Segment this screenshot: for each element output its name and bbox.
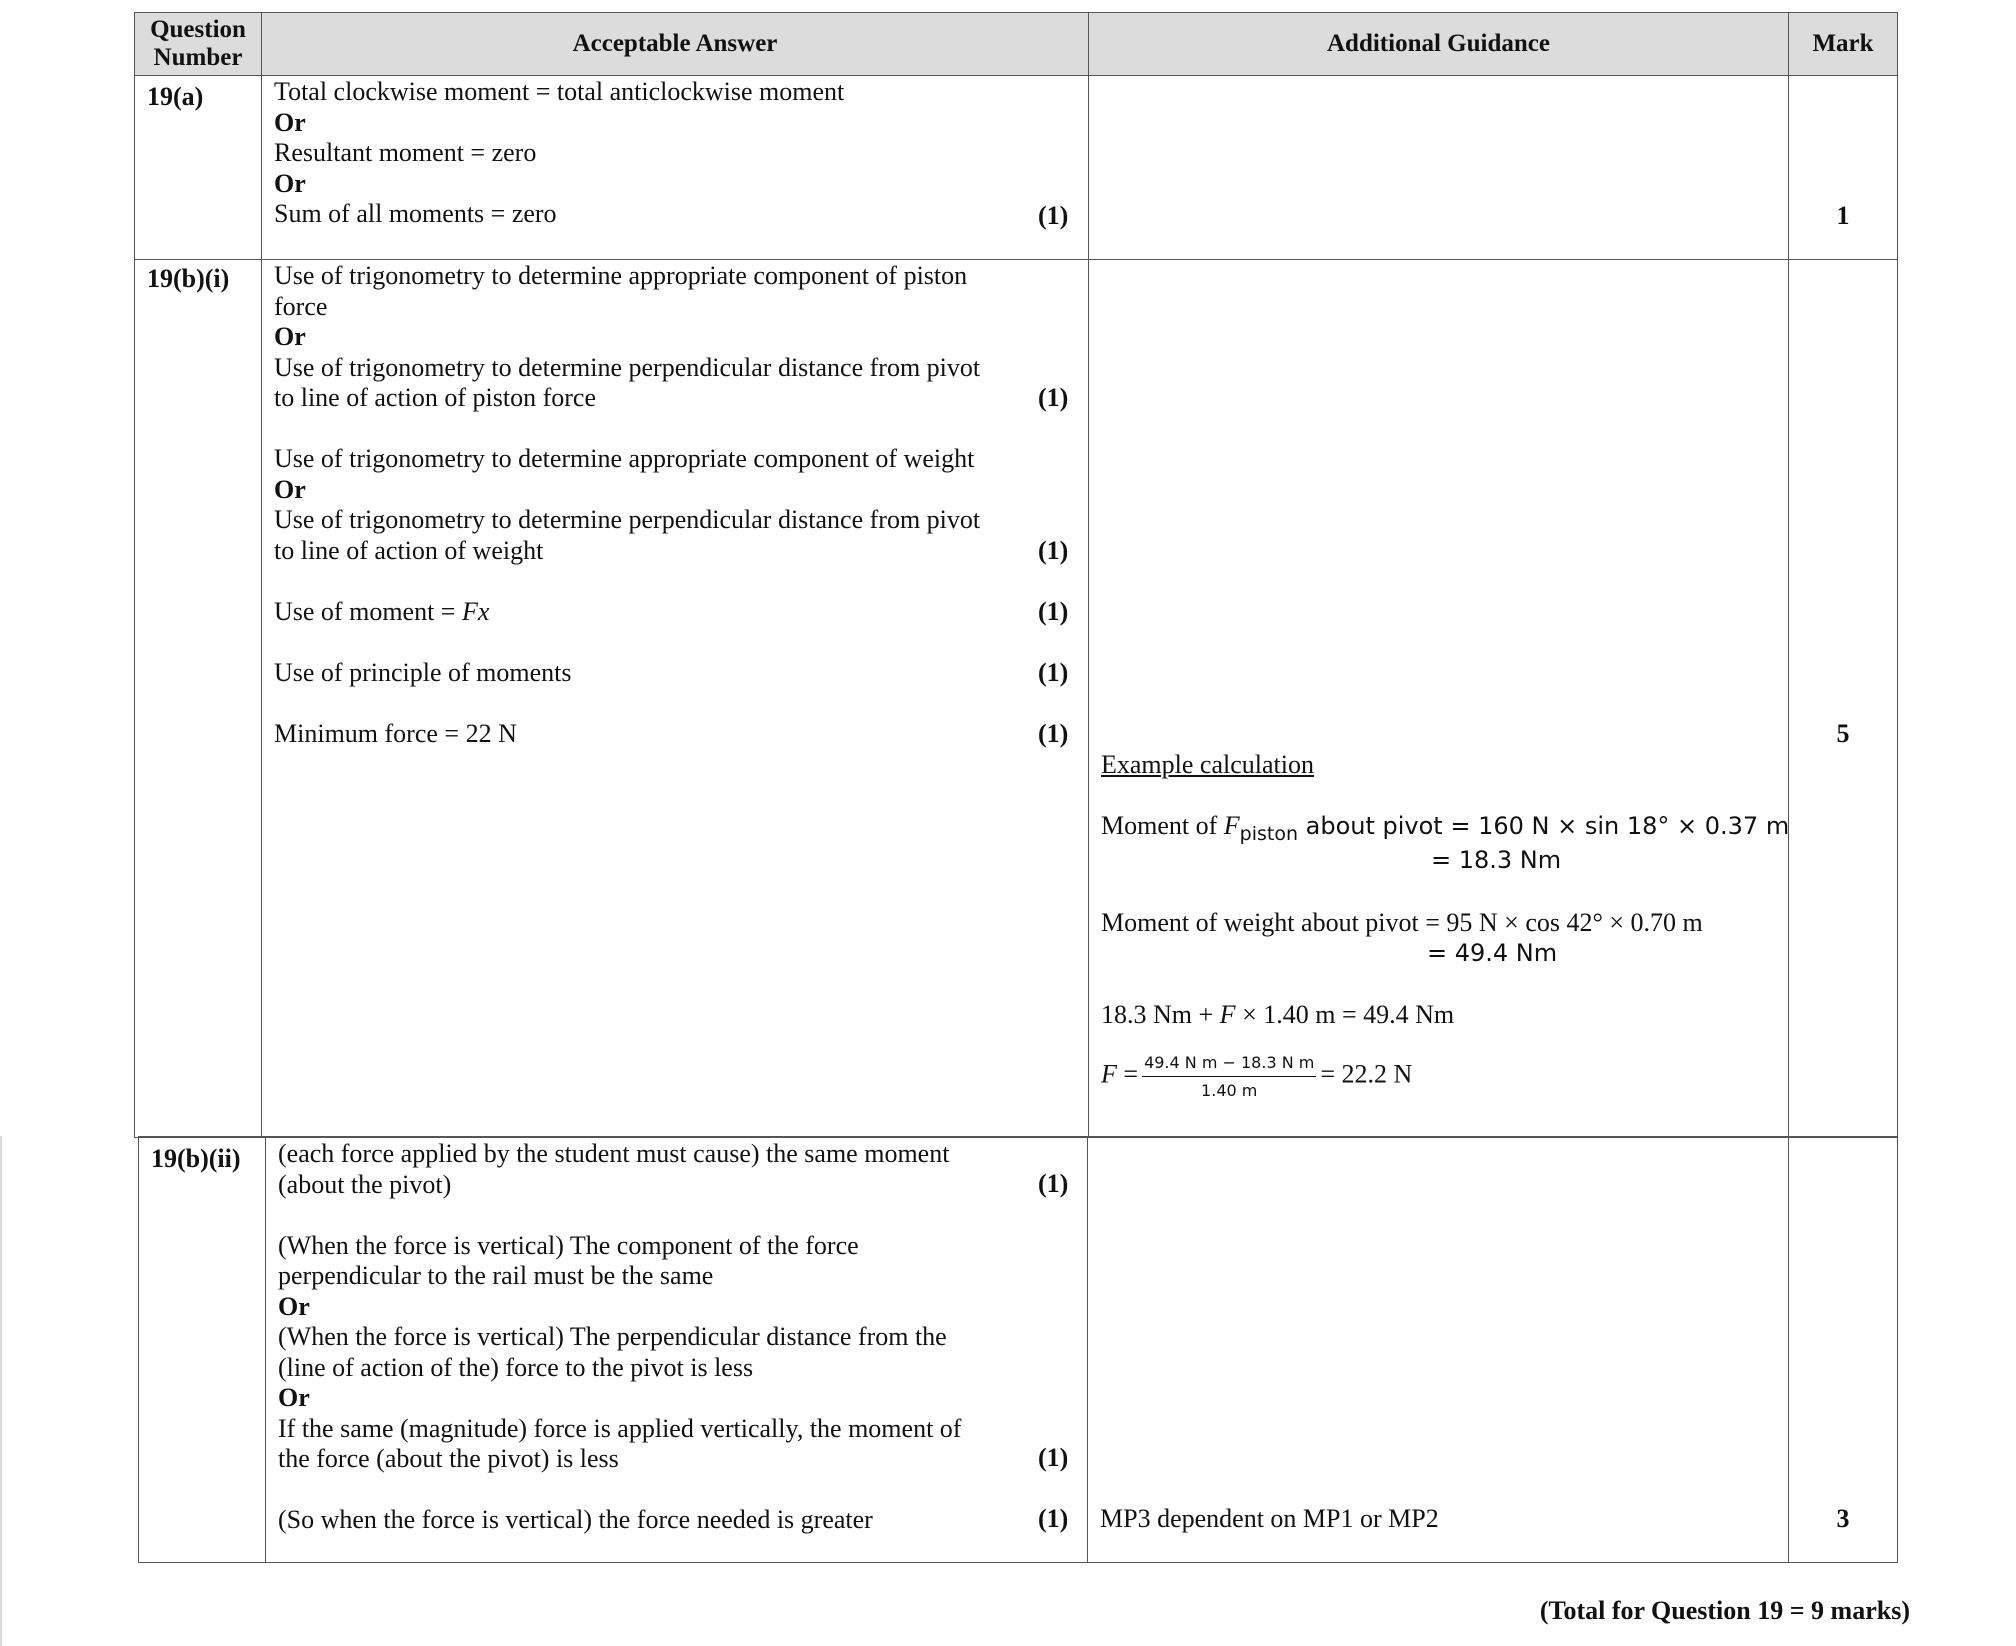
mark-point-marker: (1) bbox=[1038, 1169, 1069, 1198]
mark-point-marker: (1) bbox=[1038, 201, 1069, 230]
mark-scheme-table-2 bbox=[138, 1136, 1898, 1563]
guidance-formula bbox=[1101, 1053, 1412, 1100]
fraction-numerator: 49.4 N m − 18.3 N m bbox=[1142, 1053, 1316, 1077]
guidance-line bbox=[1101, 1000, 1454, 1030]
answer-line: the force (about the pivot) is less bbox=[278, 1444, 619, 1473]
fraction bbox=[1142, 1053, 1316, 1100]
answer-line: Use of trigonometry to determine perpendicular distance from pivot bbox=[274, 505, 981, 534]
mark-19bii bbox=[1789, 1137, 1898, 1563]
mark-scheme-table-1 bbox=[134, 12, 1898, 1138]
answer-line: to line of action of piston force bbox=[274, 383, 597, 412]
header-row bbox=[135, 13, 1898, 76]
mark-value: 3 bbox=[1836, 1504, 1850, 1533]
answer-line: perpendicular to the rail must be the same bbox=[278, 1261, 714, 1290]
mark-value: 1 bbox=[1836, 201, 1850, 230]
mark-19bi bbox=[1789, 260, 1898, 1138]
mark-point-marker: (1) bbox=[1038, 1443, 1069, 1472]
guidance-line bbox=[1101, 811, 1789, 845]
answer-line: (each force applied by the student must cause) the same moment bbox=[278, 1139, 950, 1168]
answer-line: If the same (magnitude) force is applied vertically, the moment of bbox=[278, 1413, 962, 1443]
header-additional-guidance: Additional Guidance bbox=[1089, 13, 1789, 76]
answer-line: (When the force is vertical) The component of the force bbox=[278, 1230, 859, 1260]
answer-line: (line of action of the) force to the pivot is less bbox=[278, 1352, 754, 1382]
or-label: Or bbox=[274, 322, 306, 351]
mark-point-marker: (1) bbox=[1038, 597, 1069, 626]
header-question-number: Question Number bbox=[135, 13, 262, 76]
answer-line: (When the force is vertical) The perpendicular distance from the bbox=[278, 1322, 947, 1351]
mark-point-marker: (1) bbox=[1038, 719, 1069, 748]
guidance-text: = bbox=[1116, 1059, 1139, 1089]
header-mark: Mark bbox=[1789, 13, 1898, 76]
question-number-19bii: 19(b)(ii) bbox=[139, 1137, 266, 1563]
answer-line bbox=[274, 597, 1034, 628]
answer-line: Resultant moment = zero bbox=[274, 138, 537, 167]
guidance-line: = 18.3 Nm bbox=[1431, 846, 1562, 874]
answer-line: Use of principle of moments bbox=[274, 657, 572, 687]
example-heading: Example calculation bbox=[1101, 750, 1314, 779]
formula-variable: F bbox=[1219, 1000, 1236, 1029]
row-19bii bbox=[139, 1137, 1898, 1563]
answer-text: Use of moment = bbox=[274, 596, 462, 626]
answer-line: Use of trigonometry to determine appropriate component of weight bbox=[274, 444, 975, 473]
answer-19a bbox=[262, 76, 1089, 260]
answer-line: Sum of all moments = zero bbox=[274, 199, 557, 228]
or-label: Or bbox=[278, 1383, 310, 1412]
header-acceptable-answer: Acceptable Answer bbox=[262, 13, 1089, 76]
mark-19a bbox=[1789, 76, 1898, 260]
question-number-19a: 19(a) bbox=[135, 76, 262, 260]
mark-point-marker: (1) bbox=[1038, 658, 1069, 687]
guidance-text: × 1.40 m = 49.4 Nm bbox=[1235, 1000, 1455, 1029]
guidance-line: = 49.4 Nm bbox=[1427, 939, 1558, 967]
answer-line: (about the pivot) bbox=[278, 1169, 452, 1199]
mark-value: 5 bbox=[1836, 719, 1850, 748]
mark-point-marker: (1) bbox=[1038, 1504, 1069, 1533]
or-label: Or bbox=[274, 168, 306, 198]
answer-line: Use of trigonometry to determine appropriate component of piston bbox=[274, 261, 968, 290]
row-19a bbox=[135, 76, 1898, 260]
total-marks: (Total for Question 19 = 9 marks) bbox=[1539, 1596, 1910, 1625]
guidance-19a bbox=[1089, 76, 1789, 260]
or-label: Or bbox=[278, 1291, 310, 1321]
mark-point-marker: (1) bbox=[1038, 536, 1069, 565]
answer-line: Use of trigonometry to determine perpendicular distance from pivot bbox=[274, 352, 981, 382]
guidance-text: about pivot = 160 N × sin 18° × 0.37 m bbox=[1298, 812, 1790, 840]
or-label: Or bbox=[274, 107, 306, 137]
formula-variable: Fx bbox=[461, 596, 490, 626]
answer-19bi bbox=[262, 260, 1089, 1138]
answer-line: to line of action of weight bbox=[274, 535, 544, 565]
guidance-text: = 22.2 N bbox=[1320, 1059, 1413, 1089]
mark-point-marker: (1) bbox=[1038, 383, 1069, 412]
question-number-19bi: 19(b)(i) bbox=[135, 260, 262, 1138]
page-edge-line bbox=[0, 1136, 2, 1646]
answer-line: (So when the force is vertical) the force needed is greater bbox=[278, 1505, 873, 1534]
answer-line: Minimum force = 22 N bbox=[274, 718, 517, 748]
or-label: Or bbox=[274, 474, 306, 504]
guidance-line: Moment of weight about pivot = 95 N × cos 42° × 0.70 m bbox=[1101, 908, 1703, 937]
answer-19bii bbox=[266, 1137, 1088, 1563]
guidance-19bii bbox=[1088, 1137, 1789, 1563]
fraction-denominator: 1.40 m bbox=[1201, 1081, 1258, 1100]
row-19bi bbox=[135, 260, 1898, 1138]
formula-variable: F bbox=[1223, 811, 1240, 840]
answer-line: Total clockwise moment = total anticlockwise moment bbox=[274, 77, 845, 106]
guidance-text: 18.3 Nm + bbox=[1101, 1000, 1220, 1029]
guidance-line: MP3 dependent on MP1 or MP2 bbox=[1100, 1504, 1439, 1533]
formula-variable: F bbox=[1101, 1059, 1117, 1089]
guidance-text: Moment of bbox=[1101, 811, 1224, 840]
answer-line: force bbox=[274, 291, 328, 321]
formula-subscript: piston bbox=[1239, 823, 1299, 846]
guidance-19bi bbox=[1089, 260, 1789, 1138]
